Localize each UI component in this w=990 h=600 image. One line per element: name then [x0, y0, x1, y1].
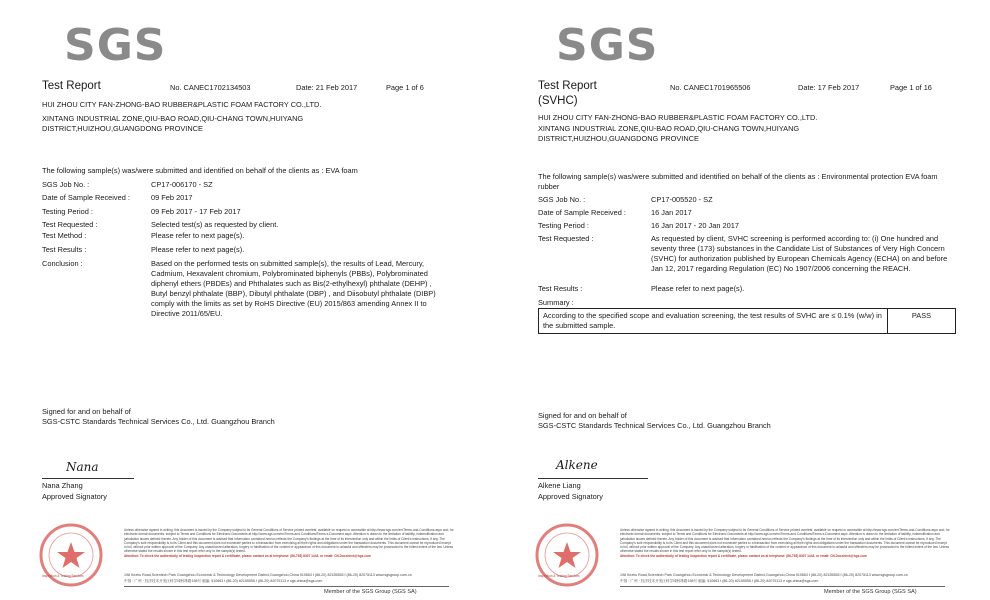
- footer-address: [124, 573, 454, 584]
- field-value: 09 Feb 2017: [151, 193, 193, 202]
- fine-print-text: Unless otherwise agreed in writing, this document is issued by the Company subject to its General Conditions of Service printed overleaf, available on request or accessible at http://www.sgs.com/en/Terms-and-Conditions.aspx and, for electronic format documents, subject to Terms and Conditions for Electronic Documents at http://www.sgs.com/en/Terms-and-Conditions/Terms-e-Document.aspx. Attention is drawn to the limitation of liability, indemnification and jurisdiction issues defined therein. Any holder of this document is advised that information contained hereon reflects the Company's findings at the time of its intervention only and within the limits of Client's instructions, if any. The Company's sole responsibility is to its Client and this document does not exonerate parties to a transaction from exercising all their rights and obligations under the transaction documents. This document cannot be reproduced except in full, without prior written approval of the Company. Any unauthorized alteration, forgery or falsification of the content or appearance of this document is unlawful and offenders may be prosecuted to the fullest extent of the law. Unless otherwise stated the results shown in this test report refer only to the sample(s) tested.: [124, 528, 454, 554]
- signature-line: [42, 478, 134, 479]
- field-label: Test Requested :: [42, 220, 98, 229]
- field-value: 16 Jan 2017 - 20 Jan 2017: [651, 221, 739, 230]
- signed-on-behalf: [538, 411, 771, 431]
- seal-caption-en: Inspection & Testing Services: [42, 574, 84, 578]
- report-title: Test Report: [42, 80, 101, 92]
- page-number: Page 1 of 6: [386, 83, 424, 92]
- signatory-block: [538, 480, 603, 502]
- page-number: Page 1 of 16: [890, 83, 932, 92]
- legal-fine-print: [620, 528, 950, 558]
- signatory-block: [42, 480, 107, 502]
- field-value: CP17-006170 - SZ: [151, 180, 213, 189]
- signer-role: Approved Signatory: [42, 492, 107, 501]
- address-cn: 中国 · 广州 · 经济技术开发区科学城科珠路198号 邮编: 510663 t (86-20) 82155555 f (86-20) 82075113 e sgs.china@sgs.com: [620, 578, 819, 583]
- intro-text: The following sample(s) was/were submitted and identified on behalf of the clients as : Environmental protection EVA foam rubber: [538, 172, 938, 191]
- field-label: Testing Period :: [42, 207, 93, 216]
- field-value: Please refer to next page(s).: [651, 284, 745, 293]
- address-line-1: XINTANG INDUSTRIAL ZONE,QIU-BAO ROAD,QIU-CHANG TOWN,HUIYANG: [42, 114, 304, 123]
- field-label: SGS Job No. :: [42, 180, 90, 189]
- address-en: 198 Kezhu Road,Scientech Park Guangzhou Economic & Technology Development District,Guangzhou,China 510663 t (86-20) 82155555 f (86-20) 82075113 www.sgsgroup.com.cn: [124, 573, 412, 577]
- report-subtitle: (SVHC): [538, 95, 578, 107]
- seal-caption-en: Inspection & Testing Services: [538, 574, 580, 578]
- signer-name: Alkene Liang: [538, 481, 581, 490]
- report-page-right: [508, 0, 978, 600]
- report-date: Date: 21 Feb 2017: [296, 83, 358, 92]
- field-value: 09 Feb 2017 - 17 Feb 2017: [151, 207, 241, 216]
- field-label: SGS Job No. :: [538, 195, 586, 204]
- report-number: No. CANEC1701965506: [670, 83, 751, 92]
- field-label: Test Method :: [42, 231, 87, 240]
- footer-address: [620, 573, 950, 584]
- legal-fine-print: [124, 528, 454, 558]
- address-line-1: XINTANG INDUSTRIAL ZONE,QIU-BAO ROAD,QIU-CHANG TOWN,HUIYANG: [538, 124, 800, 133]
- report-date: Date: 17 Feb 2017: [798, 83, 860, 92]
- address-cn: 中国 · 广州 · 经济技术开发区科学城科珠路198号 邮编: 510663 t (86-20) 82155555 f (86-20) 82075113 e sgs.china@sgs.com: [124, 578, 323, 583]
- signed-on-behalf: [42, 407, 275, 427]
- report-number: No. CANEC1702134503: [170, 83, 251, 92]
- field-label: Test Results :: [42, 245, 87, 254]
- seal-caption: [42, 574, 112, 580]
- sgs-logo: SGS: [556, 20, 659, 71]
- field-value: Please refer to next page(s).: [151, 231, 245, 240]
- member-text: Member of the SGS Group (SGS SA): [324, 589, 417, 595]
- field-label: Date of Sample Received :: [42, 193, 130, 202]
- report-page-left: [12, 0, 482, 600]
- signature: Nana: [66, 460, 99, 474]
- field-label: Date of Sample Received :: [538, 208, 626, 217]
- authenticity-note: Attention: To check the authenticity of testing /inspection report & certificate, please contact us at telephone: (86-755) 8307 1443, or email: CN.Doccheck@sgs.com: [620, 553, 867, 558]
- signer-role: Approved Signatory: [538, 492, 603, 501]
- report-title: Test Report: [538, 80, 597, 92]
- field-label: Test Results :: [538, 284, 583, 293]
- address-en: 198 Kezhu Road,Scientech Park Guangzhou Economic & Technology Development District,Guangzhou,China 510663 t (86-20) 82155555 f (86-20) 82075113 www.sgsgroup.com.cn: [620, 573, 908, 577]
- seal-caption: [538, 574, 608, 580]
- company-name: HUI ZHOU CITY FAN-ZHONG-BAO RUBBER&PLASTIC FOAM FACTORY CO.,LTD.: [42, 100, 322, 109]
- test-requested-text: As requested by client, SVHC screening is performed according to: (i) One hundred and seventy three (173) substances in the Candidate List of Substances of Very High Concern (SVHC) for authorization published by European Chemicals Agency (ECHA) on and before Jan 12, 2017 regarding Regulation (EC) No 1907/2006 concerning the REACH.: [651, 234, 948, 273]
- field-value: 16 Jan 2017: [651, 208, 692, 217]
- field-label: Test Requested :: [538, 234, 594, 243]
- footer-divider: [620, 586, 945, 587]
- signed-line-2: SGS-CSTC Standards Technical Services Co., Ltd. Guangzhou Branch: [42, 417, 275, 426]
- authenticity-note: Attention: To check the authenticity of testing /inspection report & certificate, please contact us at telephone: (86-755) 8307 1443, or email: CN.Doccheck@sgs.com: [124, 553, 371, 558]
- field-value: CP17-005520 - SZ: [651, 195, 713, 204]
- footer-divider: [124, 586, 449, 587]
- summary-table: [538, 308, 956, 334]
- signed-line-1: Signed for and on behalf of: [42, 407, 131, 416]
- summary-label: Summary :: [538, 298, 574, 307]
- summary-result: PASS: [888, 309, 956, 334]
- signer-name: Nana Zhang: [42, 481, 83, 490]
- field-value: Selected test(s) as requested by client.: [151, 220, 279, 229]
- field-value: Please refer to next page(s).: [151, 245, 245, 254]
- summary-text: According to the specified scope and evaluation screening, the test results of SVHC are ≤ 0.1% (w/w) in the submitted sample.: [539, 309, 888, 334]
- fine-print-text: Unless otherwise agreed in writing, this document is issued by the Company subject to its General Conditions of Service printed overleaf, available on request or accessible at http://www.sgs.com/en/Terms-and-Conditions.aspx and, for electronic format documents, subject to Terms and Conditions for Electronic Documents at http://www.sgs.com/en/Terms-and-Conditions/Terms-e-Document.aspx. Attention is drawn to the limitation of liability, indemnification and jurisdiction issues defined therein. Any holder of this document is advised that information contained hereon reflects the Company's findings at the time of its intervention only and within the limits of Client's instructions, if any. The Company's sole responsibility is to its Client and this document does not exonerate parties to a transaction from exercising all their rights and obligations under the transaction documents. This document cannot be reproduced except in full, without prior written approval of the Company. Any unauthorized alteration, forgery or falsification of the content or appearance of this document is unlawful and offenders may be prosecuted to the fullest extent of the law. Unless otherwise stated the results shown in this test report refer only to the sample(s) tested.: [620, 528, 950, 554]
- field-label: Conclusion :: [42, 259, 83, 268]
- signature-line: [538, 478, 648, 479]
- member-text: Member of the SGS Group (SGS SA): [824, 589, 917, 595]
- signed-line-1: Signed for and on behalf of: [538, 411, 627, 420]
- intro-text: The following sample(s) was/were submitted and identified on behalf of the clients as : EVA foam: [42, 166, 358, 175]
- sgs-logo: SGS: [64, 20, 167, 71]
- address-line-2: DISTRICT,HUIZHOU,GUANGDONG PROVINCE: [42, 124, 203, 133]
- field-label: Testing Period :: [538, 221, 589, 230]
- address-line-2: DISTRICT,HUIZHOU,GUANGDONG PROVINCE: [538, 134, 699, 143]
- signed-line-2: SGS-CSTC Standards Technical Services Co., Ltd. Guangzhou Branch: [538, 421, 771, 430]
- company-name: HUI ZHOU CITY FAN-ZHONG-BAO RUBBER&PLASTIC FOAM FACTORY CO.,LTD.: [538, 113, 818, 122]
- signature: Alkene: [556, 458, 598, 472]
- conclusion-text: Based on the performed tests on submitted sample(s), the results of Lead, Mercury, Cadmium, Hexavalent chromium, Polybrominated biphenyls (PBBs), Polybrominated diphenyl ethers (PBDEs) and Phthalates such as Bis(2-ethylhexyl) phthalate (DEHP) , Butyl benzyl phthalate (BBP), Dibutyl phthalate (DBP) , and Diisobutyl phthalate (DIBP) comply with the limits as set by RoHS Directive (EU) 2015/863 amending Annex II to Directive 2011/65/EU.: [151, 259, 436, 318]
